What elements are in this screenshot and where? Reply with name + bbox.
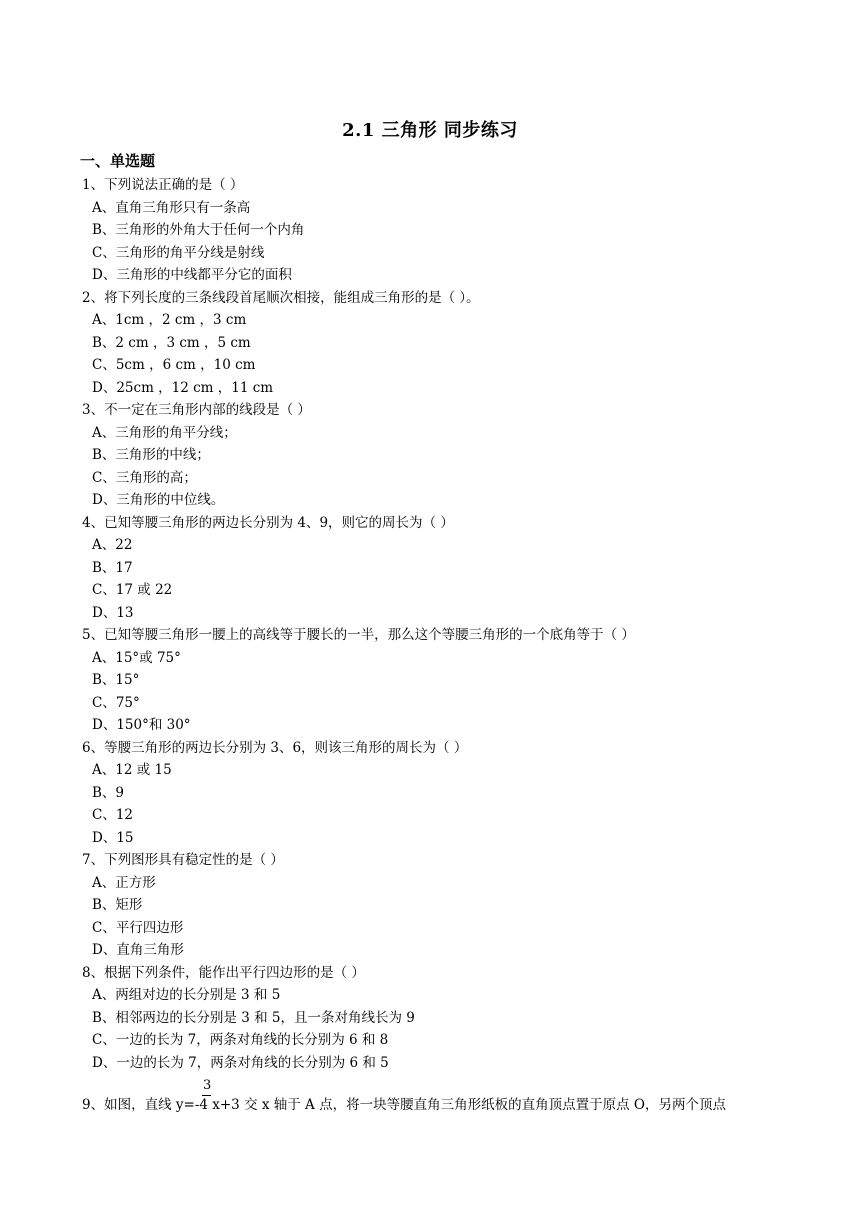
question-stem: 1、下列说法正确的是（ ） [82,177,244,193]
option-d: D、直角三角形 [92,942,184,958]
option-c: C、三角形的角平分线是射线 [92,244,265,261]
option-c: C、75° [92,694,140,711]
option-b: B、三角形的外角大于任何一个内角 [92,222,305,238]
option-b: B、矩形 [92,897,143,913]
option-c: C、12 [92,807,134,823]
option-a: A、12 或 15 [92,762,172,778]
option-c: C、5cm ，6 cm ，10 cm [92,357,256,373]
option-d: D、25cm ，12 cm ，11 cm [92,379,274,396]
option-b: B、相邻两边的长分别是 3 和 5，且一条对角线长为 9 [92,1009,415,1026]
section-heading: 一、单选题 [80,152,156,170]
option-c: C、17 或 22 [92,582,173,598]
fraction-numerator: 3 [203,1078,212,1093]
question-list [82,174,792,1074]
option-b: B、17 [92,559,133,576]
option-c: C、三角形的高； [92,469,197,486]
option-c: C、平行四边形 [92,919,184,936]
option-d: D、13 [92,604,134,621]
option-d: D、150°和 30° [92,717,191,733]
page-title: 2.1 三角形 同步练习 [342,120,518,141]
option-b: B、9 [92,784,125,801]
question-stem: 2、将下列长度的三条线段首尾顺次相接，能组成三角形的是（ ）。 [82,289,480,306]
question-stem: 6、等腰三角形的两边长分别为 3、6，则该三角形的周长为（ ） [82,739,468,756]
option-d: D、三角形的中位线。 [92,492,225,508]
question-stem: 8、根据下列条件，能作出平行四边形的是（ ） [82,964,365,981]
question-stem: 5、已知等腰三角形一腰上的高线等于腰长的一半，那么这个等腰三角形的一个底角等于（ ） [82,627,635,643]
option-a: A、15°或 75° [92,649,181,666]
question-stem: 4、已知等腰三角形的两边长分别为 4、9，则它的周长为（ ） [82,514,454,531]
question-stem: 3、不一定在三角形内部的线段是（ ） [82,402,311,418]
option-b: B、三角形的中线； [92,447,210,463]
option-b: B、15° [92,672,140,688]
option-d: D、15 [92,829,134,846]
option-a: A、三角形的角平分线； [92,424,237,441]
question-stem: 9、如图，直线 y=-4 x+3 交 x 轴于 A 点，将一块等腰直角三角形纸板的直角顶点置于原点 O，另两个顶点 [82,1097,726,1113]
option-a: A、直角三角形只有一条高 [92,199,251,216]
question-9 [82,1078,802,1128]
option-a: A、两组对边的长分别是 3 和 5 [92,987,281,1003]
option-b: B、2 cm ，3 cm ，5 cm [92,334,251,351]
option-d: D、三角形的中线都平分它的面积 [92,267,292,283]
option-c: C、一边的长为 7，两条对角线的长分别为 6 和 8 [92,1032,389,1048]
option-a: A、22 [92,537,133,553]
question-stem: 7、下列图形具有稳定性的是（ ） [82,852,284,868]
option-a: A、正方形 [92,874,156,891]
option-a: A、1cm ，2 cm ，3 cm [92,312,247,328]
option-d: D、一边的长为 7，两条对角线的长分别为 6 和 5 [92,1054,389,1071]
